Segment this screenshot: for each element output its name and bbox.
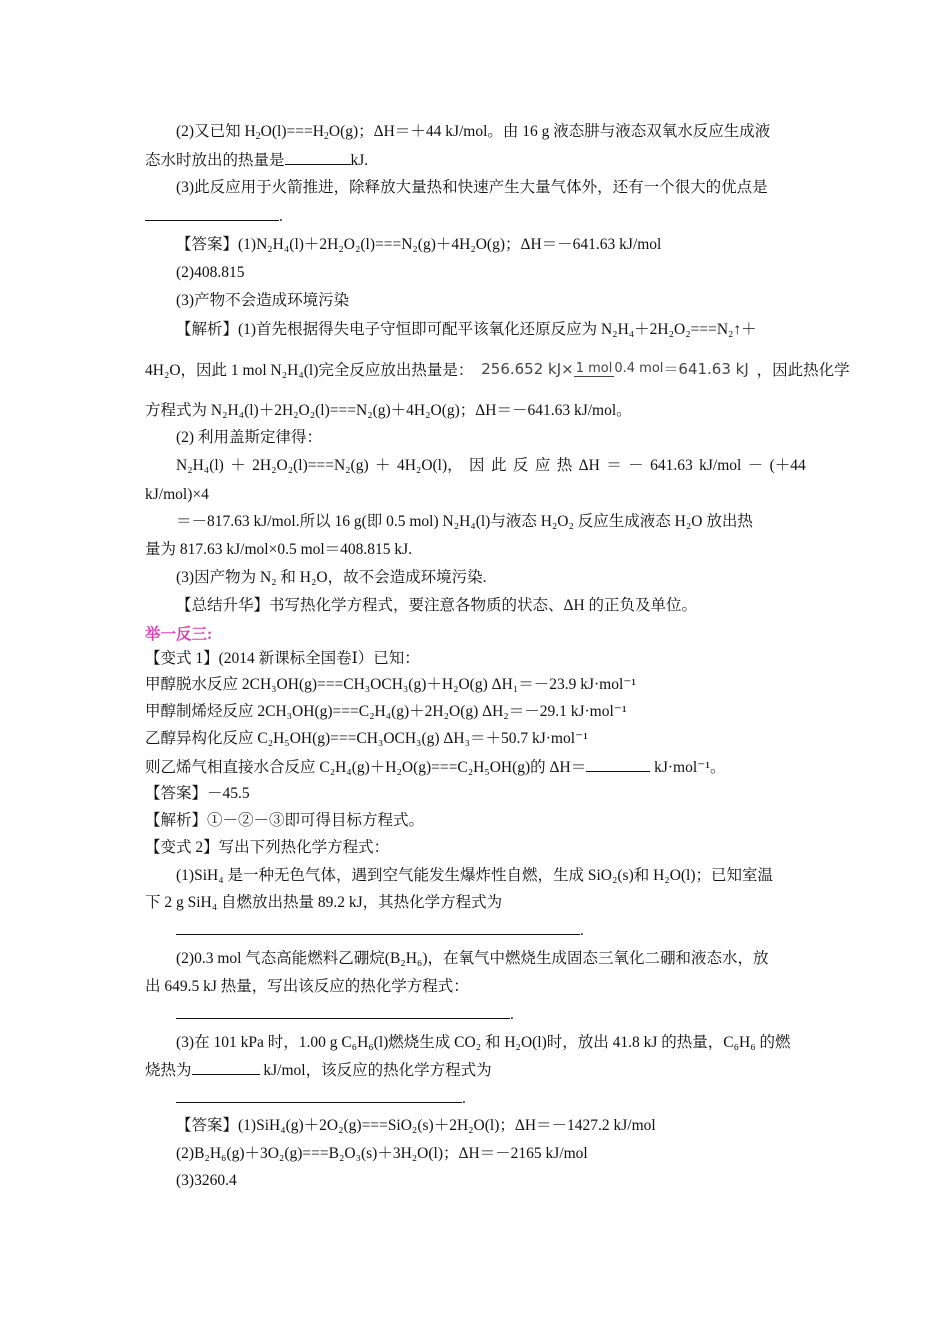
justified-token: ΔH [578,457,600,474]
q2-line2: 态水时放出的热量是 kJ. [145,152,369,169]
variant2-answer3: (3)3260.4 [176,1172,237,1189]
q3-line2: . [145,206,283,227]
answer1-line2: (2)408.815 [176,264,245,281]
answer-blank [176,1088,462,1103]
answer1-line3: (3)产物不会造成环境污染 [176,292,350,309]
answer-blank [285,150,351,165]
variant1-answer: 【答案】－45.5 [145,785,250,802]
analysis1-line6: kJ/mol)×4 [145,486,209,503]
analysis1-line2: 4H₂O，因此 1 mol N₂H₄(l)完全反应放出热量是： 256.652 kJ× 1 mol 0.4 mol＝641.63 kJ ，因此热化学 [145,360,850,394]
justified-token: 应 [534,457,551,474]
analysis1-line9: (3)因产物为 N₂ 和 H₂O，故不会造成环境污染. [176,569,487,586]
variant2-heading: 【变式 2】写出下列热化学方程式： [145,839,390,856]
variant2-q3-line1: (3)在 101 kPa 时，1.00 g C₆H₆(l)燃烧生成 CO₂ 和 H₂O(l)时，放出 41.8 kJ 的热量，C₆H₆ 的燃 [176,1034,791,1051]
answer-blank [145,206,279,221]
fraction-formula-image: 256.652 kJ× 1 mol 0.4 mol＝641.63 kJ [481,359,749,378]
variant2-q1-line1: (1)SiH₄ 是一种无色气体，遇到空气能发生爆炸性自燃，生成 SiO₂(s)和 H₂O(l)；已知室温 [176,867,774,884]
answer-blank [192,1060,260,1075]
variant2-q3-line2: 烧热为 kJ/mol，该反应的热化学方程式为 [145,1062,492,1079]
analysis1-line4: (2) 利用盖斯定律得： [176,429,322,446]
variant2-q3-line3: . [176,1088,466,1109]
variant2-q2-line3: . [176,1004,514,1025]
variant1-analysis: 【解析】①－②－③即可得目标方程式。 [145,812,425,829]
analysis1-line5 [176,456,806,476]
q2-line1: (2)又已知 $H_2O(l)===H_2O(g)$；ΔH＝＋44 kJ/mol。由 16 g 液态肼与液态双氧水反应生成液 [176,123,771,142]
section-title: 举一反三: [145,626,213,643]
justified-token: 反 [512,457,529,474]
justified-token: 4H₂O(l)， [396,457,463,474]
justified-token: 热 [556,457,573,474]
q3-line1: (3)此反应用于火箭推进，除释放大量热和快速产生大量气体外，还有一个很大的优点是 [176,179,768,196]
justified-token: ＝ [606,457,622,474]
justified-token: 641.63 [650,457,693,474]
justified-token: ＋ [375,457,391,474]
justified-token: 2H₂O₂(l)===N₂(g) [252,457,369,474]
answer-blank [176,1004,510,1019]
variant1-question: 则乙烯气相直接水合反应 C₂H₄(g)＋H₂O(g)===C₂H₅OH(g)的 ΔH＝ kJ·mol⁻¹。 [145,759,726,776]
answer-blank [176,920,580,935]
variant1-reaction3: 乙醇异构化反应 C₂H₅OH(g)===CH₃OCH₃(g) ΔH₃＝＋50.7 kJ·mol⁻¹ [145,730,588,747]
justified-token: 此 [490,457,507,474]
justified-token: 因 [469,457,485,474]
summary-line: 【总结升华】书写热化学方程式，要注意各物质的状态、ΔH 的正负及单位。 [176,597,698,614]
justified-token: － [747,457,764,474]
answer-blank [586,757,650,772]
variant1-reaction2: 甲醇制烯烃反应 2CH₃OH(g)===C₂H₄(g)＋2H₂O(g) ΔH₂＝－29.1 kJ·mol⁻¹ [145,703,627,720]
variant2-answer1: 【答案】(1)SiH₄(g)＋2O₂(g)===SiO₂(s)＋2H₂O(l)；ΔH＝－1427.2 kJ/mol [176,1117,656,1134]
variant2-answer2: (2)B₂H₆(g)＋3O₂(g)===B₂O₃(s)＋3H₂O(l)；ΔH＝－2165 kJ/mol [176,1145,588,1162]
variant2-q2-line2: 出 649.5 kJ 热量，写出该反应的热化学方程式： [145,978,469,995]
variant1-reaction1: 甲醇脱水反应 2CH₃OH(g)===CH₃OCH₃(g)＋H₂O(g) ΔH₁＝－23.9 kJ·mol⁻¹ [145,676,637,693]
justified-token: kJ/mol [699,457,742,474]
variant2-q1-line3: . [176,920,584,941]
justified-token: N₂H₄(l) [176,457,224,474]
variant2-q2-line1: (2)0.3 mol 气态高能燃料乙硼烷(B₂H₆)，在氧气中燃烧生成固态三氧化二硼和液态水，放 [176,950,769,967]
justified-token: ＋ [230,457,246,474]
answer1-line1: 【答案】(1)N₂H₄(l)＋2H₂O₂(l)===N₂(g)＋4H₂O(g)；ΔH＝－641.63 kJ/mol [176,236,662,253]
variant2-q1-line2: 下 2 g SiH₄ 自燃放出热量 89.2 kJ，其热化学方程式为 [145,894,503,911]
analysis1-line1: 【解析】(1)首先根据得失电子守恒即可配平该氧化还原反应为 N₂H₄＋2H₂O₂===N₂↑＋ [176,321,757,338]
analysis1-line3: 方程式为 N₂H₄(l)＋2H₂O₂(l)===N₂(g)＋4H₂O(g)；ΔH＝－641.63 kJ/mol。 [145,402,632,419]
variant1-heading: 【变式 1】(2014 新课标全国卷Ⅰ）已知： [145,650,420,667]
justified-token: － [628,457,644,474]
justified-token: (＋44 [769,457,806,474]
analysis1-line8: 量为 817.63 kJ/mol×0.5 mol＝408.815 kJ. [145,541,413,558]
analysis1-line7: ＝－817.63 kJ/mol.所以 16 g(即 0.5 mol) N₂H₄(l)与液态 H₂O₂ 反应生成液态 H₂O 放出热 [176,513,753,530]
